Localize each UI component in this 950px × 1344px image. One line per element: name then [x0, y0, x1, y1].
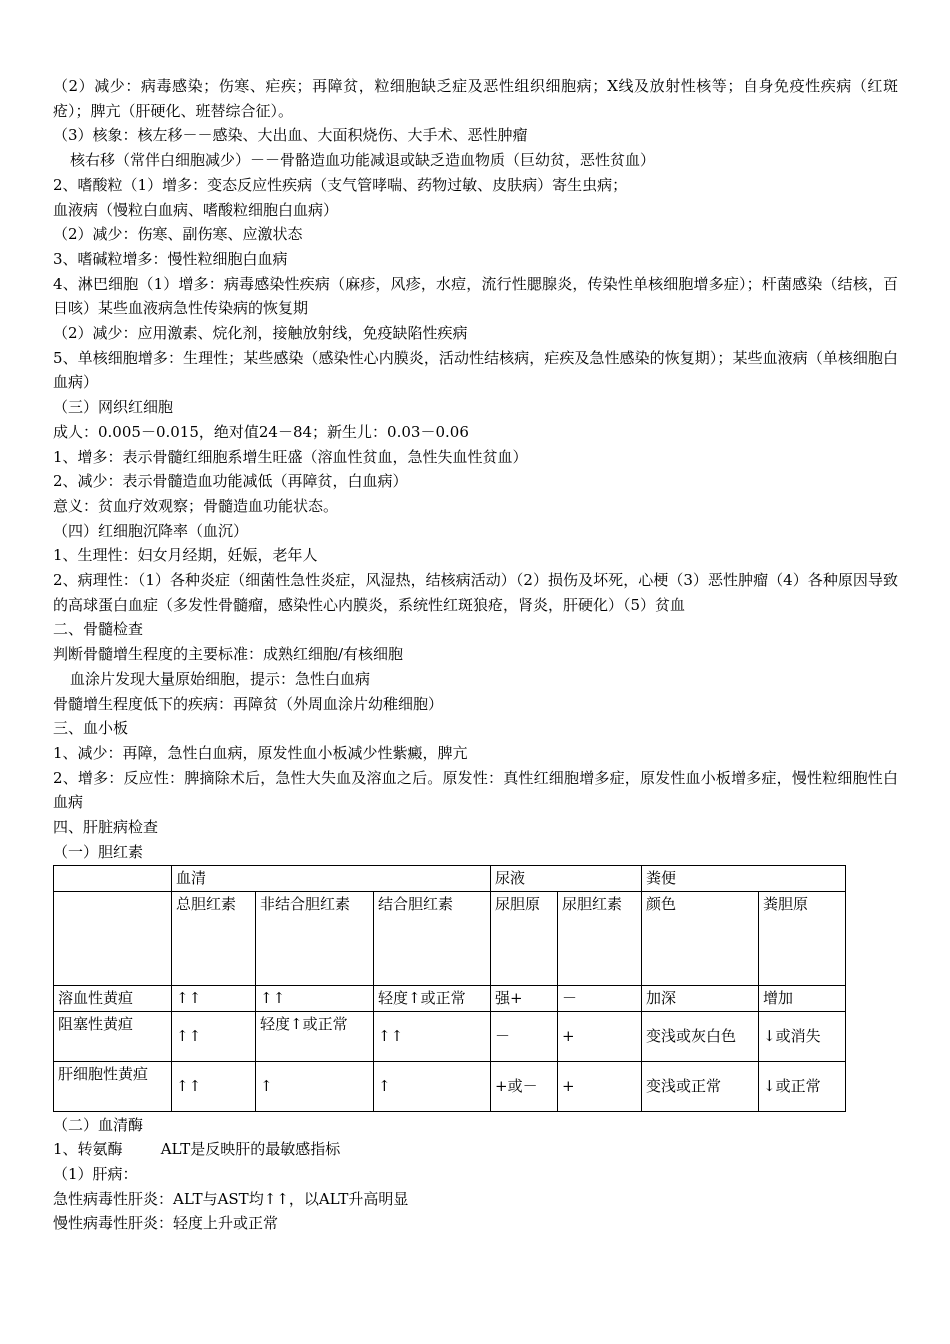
text-line: （2）减少：伤寒、副伤寒、应激状态: [53, 225, 303, 244]
text-line: 1、转氨酶 ALT是反映肝的最敏感指标: [53, 1140, 341, 1159]
table-cell: ↑↑: [172, 985, 256, 1011]
table-cell: 变浅或灰白色: [642, 1011, 759, 1061]
text-block-top: [53, 74, 898, 865]
text-line: 成人：0.005－0.015，绝对值24－84；新生儿：0.03－0.06: [53, 422, 469, 441]
text-line: 2、增多：反应性：脾摘除术后，急性大失血及溶血之后。原发性：真性红细胞增多症，原发性血小板增多症，慢性粒细胞性白血病: [53, 768, 898, 812]
text-line: 判断骨髓增生程度的主要标准：成熟红细胞/有核细胞: [53, 645, 404, 664]
table-cell: 轻度↑或正常: [256, 1011, 374, 1061]
text-line: （三）网织红细胞: [53, 398, 174, 417]
text-line: 血涂片发现大量原始细胞，提示：急性白血病: [70, 669, 371, 688]
text-line: 慢性病毒性肝炎：轻度上升或正常: [53, 1214, 279, 1233]
text-line: （二）血清酶: [53, 1115, 144, 1134]
table-group-header: 血清: [172, 865, 491, 891]
table-cell: ↑: [256, 1061, 374, 1111]
row-label: 肝细胞性黄疸: [54, 1061, 172, 1111]
text-line: （2）减少：应用激素、烷化剂，接触放射线，免疫缺陷性疾病: [53, 324, 468, 343]
table-sub-header: 尿胆红素: [558, 891, 642, 985]
table-cell: 增加: [759, 985, 846, 1011]
text-line: 四、肝脏病检查: [53, 818, 159, 837]
table-cell: +: [558, 1011, 642, 1061]
text-line: 1、生理性：妇女月经期，妊娠，老年人: [53, 546, 318, 565]
text-line: 二、骨髓检查: [53, 620, 144, 639]
text-line: 4、淋巴细胞（1）增多：病毒感染性疾病（麻疹，风疹，水痘，流行性腮腺炎，传染性单核细胞增多症）；杆菌感染（结核，百日咳）某些血液病急性传染病的恢复期: [53, 274, 898, 318]
text-line: （2）减少：病毒感染；伤寒、疟疾；再障贫，粒细胞缺乏症及恶性组织细胞病；X线及放射性核等；自身免疫性疾病（红斑疮）；脾亢（肝硬化、班替综合征）。: [53, 77, 898, 120]
table-cell: ↑↑: [172, 1011, 256, 1061]
text-line: （1）肝病：: [53, 1164, 138, 1183]
text-block-bottom: [53, 1113, 898, 1237]
text-line: 三、血小板: [53, 719, 129, 738]
text-line: 血液病（慢粒白血病、嗜酸粒细胞白血病）: [53, 200, 339, 219]
table-sub-header: 颜色: [642, 891, 759, 985]
text-line: 3、嗜碱粒增多：慢性粒细胞白血病: [53, 249, 288, 268]
text-line: （四）红细胞沉降率（血沉）: [53, 521, 249, 540]
document-page: [53, 74, 898, 1236]
table-cell: +: [558, 1061, 642, 1111]
table-cell: ↓或正常: [759, 1061, 846, 1111]
table-group-header: 尿液: [491, 865, 642, 891]
table-cell: +或－: [491, 1061, 558, 1111]
text-line: 5、单核细胞增多：生理性；某些感染（感染性心内膜炎，活动性结核病，疟疾及急性感染的恢复期）；某些血液病（单核细胞白血病）: [53, 348, 898, 392]
table-row: [54, 1011, 846, 1061]
table-cell: －: [558, 985, 642, 1011]
table-cell: －: [491, 1011, 558, 1061]
table-cell: 轻度↑或正常: [374, 985, 491, 1011]
table-sub-header: 粪胆原: [759, 891, 846, 985]
bilirubin-table: [53, 865, 846, 1112]
table-cell: ↑: [374, 1061, 491, 1111]
table-cell: 加深: [642, 985, 759, 1011]
table-sub-header: 尿胆原: [491, 891, 558, 985]
table-row: [54, 985, 846, 1011]
text-line: 2、减少：表示骨髓造血功能减低（再障贫，白血病）: [53, 472, 408, 491]
table-group-header-row: [54, 865, 846, 891]
table-sub-header: 非结合胆红素: [256, 891, 374, 985]
text-line: 1、减少：再障，急性白血病，原发性血小板减少性紫癜，脾亢: [53, 743, 468, 762]
table-cell: ↑↑: [374, 1011, 491, 1061]
table-cell: 强+: [491, 985, 558, 1011]
row-label: 溶血性黄疸: [54, 985, 172, 1011]
text-line: 2、嗜酸粒（1）增多：变态反应性疾病（支气管哮喘、药物过敏、皮肤病）寄生虫病；: [53, 175, 628, 194]
row-label: 阻塞性黄疸: [54, 1011, 172, 1061]
table-row: [54, 1061, 846, 1111]
table-corner-cell: [54, 865, 172, 891]
table-sub-header-row: [54, 891, 846, 985]
text-line: （一）胆红素: [53, 842, 144, 861]
table-corner-cell: [54, 891, 172, 985]
table-cell: ↑↑: [172, 1061, 256, 1111]
text-line: 1、增多：表示骨髓红细胞系增生旺盛（溶血性贫血，急性失血性贫血）: [53, 447, 528, 466]
table-group-header: 粪便: [642, 865, 846, 891]
text-line: （3）核象：核左移－－感染、大出血、大面积烧伤、大手术、恶性肿瘤: [53, 126, 528, 145]
table-cell: ↑↑: [256, 985, 374, 1011]
table-cell: ↓或消失: [759, 1011, 846, 1061]
text-line: 核右移（常伴白细胞减少）－－骨骼造血功能减退或缺乏造血物质（巨幼贫，恶性贫血）: [70, 151, 656, 170]
text-line: 2、病理性：（1）各种炎症（细菌性急性炎症，风湿热，结核病活动）（2）损伤及坏死，心梗（3）恶性肿瘤（4）各种原因导致的高球蛋白血症（多发性骨髓瘤，感染性心内膜炎，系统性红斑狼疮，肾炎，肝硬化）（5）贫血: [53, 571, 898, 614]
text-line: 意义：贫血疗效观察；骨髓造血功能状态。: [53, 496, 339, 515]
text-line: 骨髓增生程度低下的疾病：再障贫（外周血涂片幼稚细胞）: [53, 694, 444, 713]
table-sub-header: 总胆红素: [172, 891, 256, 985]
table-cell: 变浅或正常: [642, 1061, 759, 1111]
text-line: 急性病毒性肝炎：ALT与AST均↑↑，以ALT升高明显: [53, 1189, 409, 1208]
table-sub-header: 结合胆红素: [374, 891, 491, 985]
